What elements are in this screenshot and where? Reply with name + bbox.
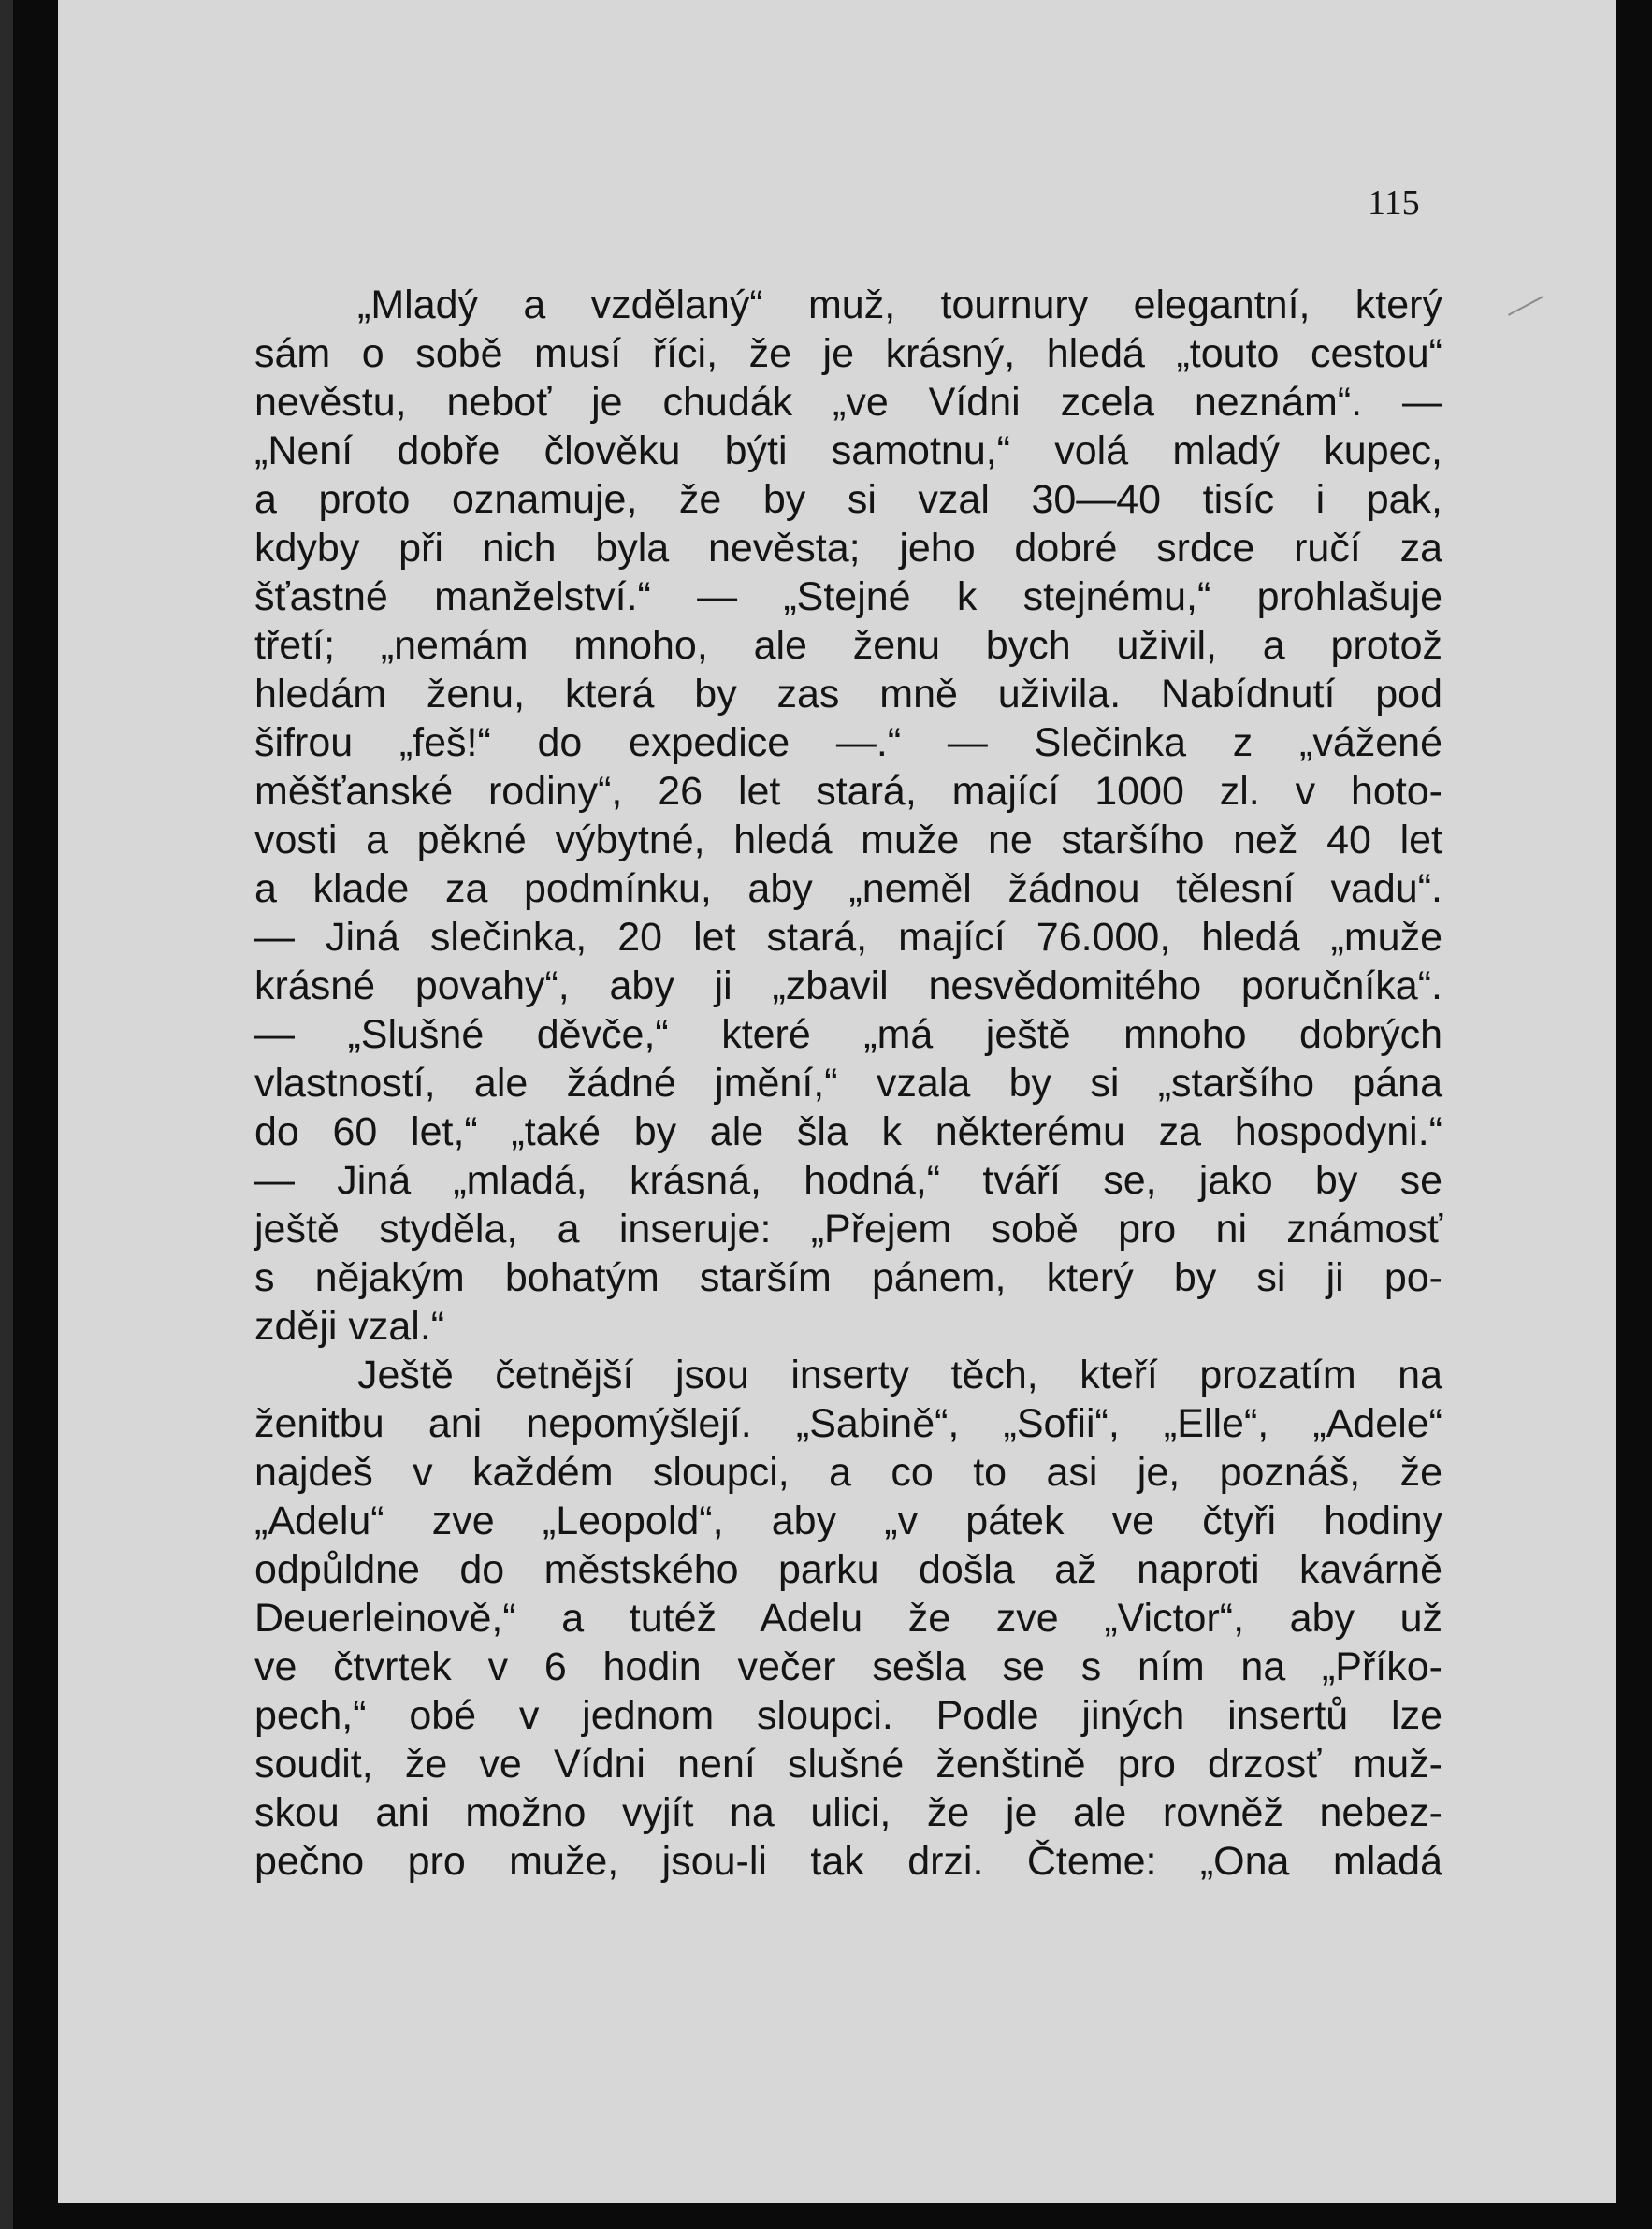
adjacent-page-edge [0,0,13,2229]
page-number: 115 [1368,183,1420,223]
text-line: a klade za podmínku, aby „neměl žádnou tělesní vadu“. [254,866,1442,911]
text-line: pech,“ obé v jednom sloupci. Podle jiných insertů lze [254,1693,1442,1738]
text-line: ještě styděla, a inseruje: „Přejem sobě pro ni známosť [254,1207,1442,1252]
text-line: Ještě četnější jsou inserty těch, kteří prozatím na [357,1353,1442,1397]
text-line: šifrou „feš!“ do expedice —.“ — Slečinka z „vážené [254,720,1442,765]
text-line: zději vzal.“ [254,1304,445,1349]
text-line: „Adelu“ zve „Leopold“, aby „v pátek ve čtyři hodiny [254,1498,1442,1543]
text-line: kdyby při nich byla nevěsta; jeho dobré srdce ručí za [254,526,1442,571]
text-line: najdeš v každém sloupci, a co to asi je, poznáš, že [254,1450,1442,1495]
text-line: — „Slušné děvče,“ které „má ještě mnoho dobrých [254,1012,1442,1057]
text-line: krásné povahy“, aby ji „zbavil nesvědomitého poručníka“. [254,963,1442,1008]
text-line: Deuerleinově,“ a tutéž Adelu že zve „Victor“, aby už [254,1596,1442,1641]
book-page [58,0,1616,2203]
text-line: — Jiná slečinka, 20 let stará, mající 76.000, hledá „muže [254,915,1442,960]
text-line: třetí; „nemám mnoho, ale ženu bych uživil, a protož [254,623,1442,668]
text-line: vosti a pěkné výbytné, hledá muže ne staršího než 40 let [254,818,1442,862]
text-line: a proto oznamuje, že by si vzal 30—40 tisíc i pak, [254,477,1442,522]
text-line: skou ani možno vyjít na ulici, že je ale rovněž nebez- [254,1790,1442,1835]
text-line: — Jiná „mladá, krásná, hodná,“ tváří se, jako by se [254,1158,1442,1203]
body-text [254,281,1442,1886]
text-line: do 60 let,“ „také by ale šla k některému za hospodyni.“ [254,1109,1442,1154]
text-line: hledám ženu, která by zas mně uživila. Nabídnutí pod [254,672,1442,716]
text-line: s nějakým bohatým starším pánem, který by si ji po- [254,1255,1442,1300]
text-line: odpůldne do městského parku došla až naproti kavárně [254,1547,1442,1592]
stray-pencil-mark [1508,296,1543,315]
text-line: „Mladý a vzdělaný“ muž, tournury elegantní, který [357,282,1442,327]
text-line: šťastné manželství.“ — „Stejné k stejnému,“ prohlašuje [254,574,1442,619]
text-line: sám o sobě musí říci, že je krásný, hledá „touto cestou“ [254,331,1442,376]
text-line: vlastností, ale žádné jmění,“ vzala by si „staršího pána [254,1061,1442,1106]
text-line: nevěstu, neboť je chudák „ve Vídni zcela neznám“. — [254,380,1442,425]
text-line: pečno pro muže, jsou-li tak drzi. Čteme: „Ona mladá [254,1839,1442,1884]
text-line: ve čtvrtek v 6 hodin večer sešla se s ním na „Příko- [254,1644,1442,1689]
text-line: měšťanské rodiny“, 26 let stará, mající 1000 zl. v hoto- [254,769,1442,814]
text-line: „Není dobře člověku býti samotnu,“ volá mladý kupec, [254,428,1442,473]
text-line: ženitbu ani nepomýšlejí. „Sabině“, „Sofii“, „Elle“, „Adele“ [254,1401,1442,1446]
text-line: soudit, že ve Vídni není slušné ženštině pro drzosť muž- [254,1742,1442,1787]
